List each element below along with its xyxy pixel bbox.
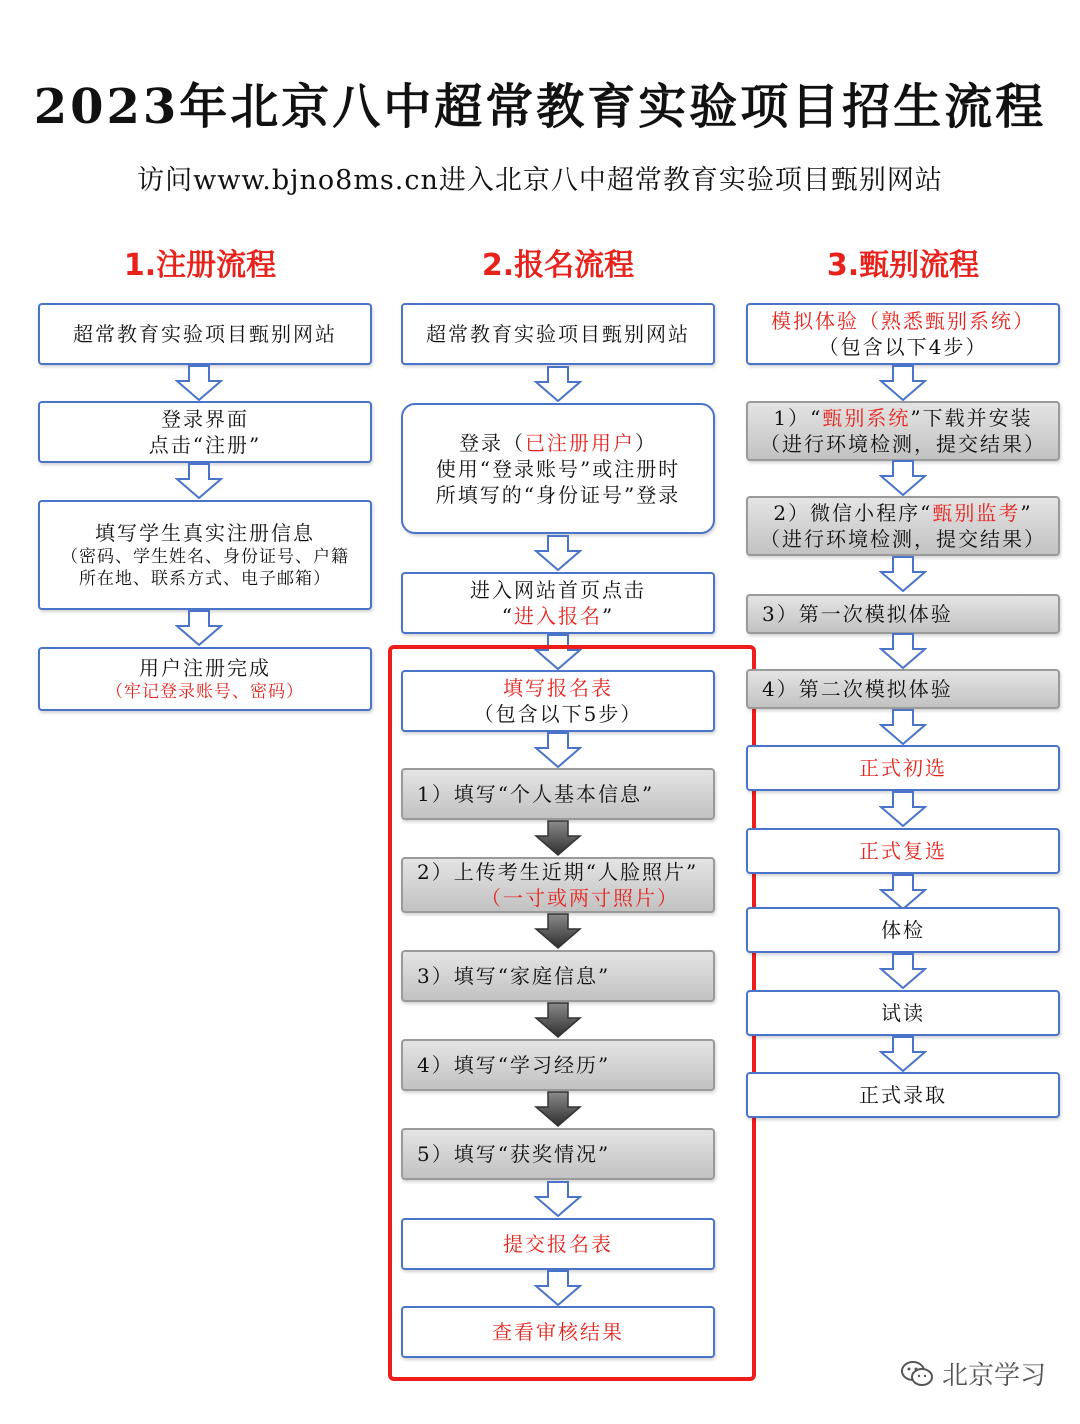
screen-step-3 (746, 594, 1060, 634)
register-website-box (38, 303, 372, 365)
down-arrow-icon (534, 1270, 582, 1306)
down-arrow-dark-icon (534, 820, 582, 856)
down-arrow-dark-icon (534, 1002, 582, 1038)
form-step-1-label: 1）填写“个人基本信息” (417, 782, 655, 806)
down-arrow-icon (879, 709, 927, 745)
register-website-label: 超常教育实验项目甄别网站 (73, 322, 337, 346)
enter-apply-line (502, 603, 614, 629)
down-arrow-icon (534, 366, 582, 402)
down-arrow-icon (879, 633, 927, 669)
login-suffix: ） (635, 430, 657, 455)
screen-step-1-line-1 (773, 405, 1032, 431)
second-round-box (746, 828, 1060, 874)
down-arrow-icon (534, 1181, 582, 1217)
register-done-label: 用户注册完成 (139, 656, 271, 680)
form-step-2-label: 2）上传考生近期“人脸照片” (417, 860, 699, 884)
form-step-5 (401, 1128, 715, 1180)
screen-step-2-prefix: 2）微信小程序“ (773, 501, 933, 525)
screen-step-1-prefix: 1）“ (773, 406, 823, 430)
form-step-4-label: 4）填写“学习经历” (417, 1053, 611, 1077)
proctor-app-label: 甄别监考 (932, 501, 1021, 525)
preliminary-box (746, 745, 1060, 791)
form-step-3 (401, 950, 715, 1002)
enter-apply-box (401, 572, 715, 634)
mock-experience-title: 模拟体验（熟悉甄别系统） (771, 309, 1035, 333)
register-done-box (38, 647, 372, 711)
page-subtitle: 访问www.bjno8ms.cn进入北京八中超常教育实验项目甄别网站 (137, 165, 943, 196)
form-step-3-label: 3）填写“家庭信息” (417, 964, 611, 988)
down-arrow-icon (175, 610, 223, 646)
trial-study-label: 试读 (881, 1001, 925, 1025)
down-arrow-icon (879, 791, 927, 827)
click-register-label: 点击“注册” (148, 433, 262, 457)
submit-form-label: 提交报名表 (503, 1232, 613, 1256)
quote-open: “ (501, 604, 514, 628)
watermark (900, 1355, 1046, 1392)
down-arrow-dark-icon (534, 1091, 582, 1127)
screen-step-2 (746, 496, 1060, 556)
review-result-label: 查看审核结果 (492, 1320, 624, 1344)
trial-study-box (746, 990, 1060, 1036)
login-line-2: 使用“登录账号”或注册时 (435, 456, 681, 481)
screen-step-3-label: 3）第一次模拟体验 (762, 602, 953, 626)
form-step-1 (401, 768, 715, 820)
form-step-2 (401, 857, 715, 913)
mock-experience-sub: （包含以下4步） (818, 335, 988, 359)
screen-step-1 (746, 401, 1060, 461)
submit-form-box (401, 1218, 715, 1270)
physical-exam-label: 体检 (881, 918, 925, 942)
wechat-icon (900, 1359, 934, 1389)
form-step-4 (401, 1039, 715, 1091)
form-step-2-note: （一寸或两寸照片） (481, 886, 679, 910)
fill-info-title: 填写学生真实注册信息 (95, 521, 315, 545)
apply-website-box (401, 303, 715, 365)
down-arrow-dark-icon (534, 913, 582, 949)
screen-heading: 3.甄别流程 (826, 248, 980, 283)
second-round-label: 正式复选 (859, 839, 947, 863)
down-arrow-icon (534, 732, 582, 768)
down-arrow-icon (879, 874, 927, 910)
physical-exam-box (746, 907, 1060, 953)
admission-label: 正式录取 (859, 1083, 947, 1107)
fill-info-detail-1: （密码、学生姓名、身份证号、户籍 (61, 547, 349, 567)
screen-step-2-line-1 (773, 500, 1032, 526)
admission-box (746, 1072, 1060, 1118)
register-heading: 1.注册流程 (123, 248, 277, 283)
screen-step-1-suffix: ”下载并安装 (910, 406, 1033, 430)
fill-form-sub: （包含以下5步） (473, 702, 643, 726)
login-line-1 (459, 430, 657, 456)
down-arrow-icon (879, 556, 927, 592)
watermark-label: 北京学习 (942, 1361, 1047, 1391)
quote-close: ” (602, 604, 615, 628)
page-title: 2023年北京八中超常教育实验项目招生流程 (33, 79, 1047, 135)
screen-step-4 (746, 669, 1060, 709)
form-step-5-label: 5）填写“获奖情况” (417, 1142, 611, 1166)
enter-apply-label: 进入报名 (514, 604, 602, 628)
apply-heading: 2.报名流程 (481, 248, 635, 283)
screening-system-label: 甄别系统 (822, 406, 911, 430)
remember-credentials-note: （牢记登录账号、密码） (106, 682, 304, 702)
login-page-label: 登录界面 (161, 407, 249, 431)
login-register-box (38, 401, 372, 463)
login-box (401, 403, 715, 534)
fill-form-box (401, 670, 715, 732)
fill-info-box (38, 500, 372, 610)
fill-form-title: 填写报名表 (503, 676, 613, 700)
mock-experience-box (746, 303, 1060, 365)
registered-user-label: 已注册用户 (525, 430, 635, 455)
down-arrow-icon (175, 463, 223, 499)
login-prefix: 登录（ (459, 430, 525, 455)
screen-step-4-label: 4）第二次模拟体验 (762, 677, 953, 701)
review-result-box (401, 1306, 715, 1358)
fill-info-detail-2: 所在地、联系方式、电子邮箱） (79, 569, 331, 589)
screen-step-2-suffix: ” (1020, 501, 1033, 525)
preliminary-label: 正式初选 (859, 756, 947, 780)
enter-homepage-label: 进入网站首页点击 (470, 578, 646, 602)
down-arrow-icon (879, 953, 927, 989)
screen-step-2-line-2: （进行环境检测，提交结果） (760, 527, 1046, 551)
apply-website-label: 超常教育实验项目甄别网站 (426, 322, 690, 346)
down-arrow-icon (175, 365, 223, 401)
down-arrow-icon (879, 1036, 927, 1072)
down-arrow-icon (879, 460, 927, 496)
down-arrow-icon (534, 535, 582, 571)
down-arrow-icon (879, 365, 927, 401)
screen-step-1-line-2: （进行环境检测，提交结果） (760, 432, 1046, 456)
login-line-3: 所填写的“身份证号”登录 (435, 482, 681, 507)
